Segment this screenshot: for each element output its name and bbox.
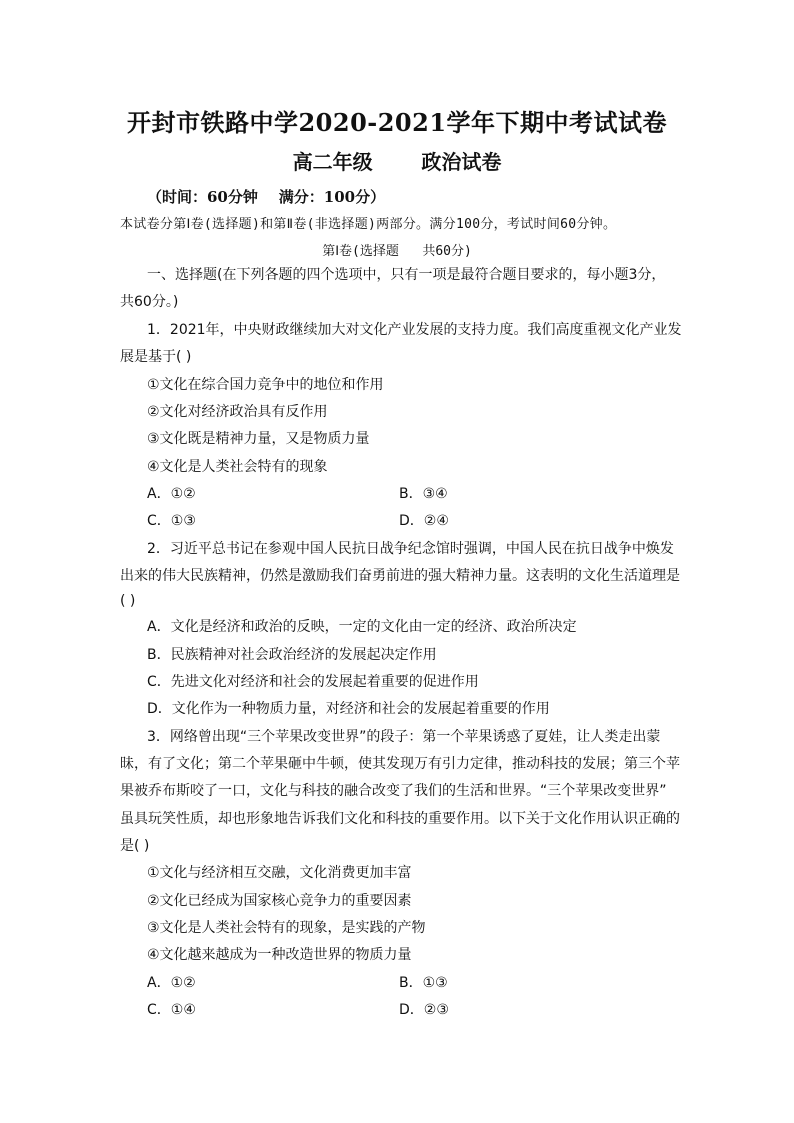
page-title: 开封市铁路中学2020-2021学年下期中考试试卷 [126,108,668,137]
q2-option-b: B．民族精神对社会政治经济的发展起决定作用 [147,647,437,663]
section-heading-cont: 共60分。) [120,294,179,310]
q3-stem-cont: 昧，有了文化；第二个苹果砸中牛顿，使其发现万有引力定律，推动科技的发展；第三个苹 [120,756,680,772]
q3-stem-cont: 虽具玩笑性质，却也形象地告诉我们文化和科技的重要作用。以下关于文化作用认识正确的 [120,811,680,827]
q3-item-2: ②文化已经成为国家核心竞争力的重要因素 [147,893,412,909]
q1-option-c: C．①③ [147,513,196,529]
part-title: 第Ⅰ卷(选择题 共60分) [322,244,472,259]
q1-item-3: ③文化既是精神力量，又是物质力量 [147,431,370,447]
q3-option-d: D．②③ [399,1002,449,1018]
q1-option-d: D．②④ [399,513,449,529]
q1-item-4: ④文化是人类社会特有的现象 [147,459,328,475]
q1-stem-cont: 展是基于( ) [120,349,192,365]
exam-note: 本试卷分第Ⅰ卷(选择题)和第Ⅱ卷(非选择题)两部分。满分100分，考试时间60分钟。 [120,217,617,232]
q2-option-c: C．先进文化对经济和社会的发展起着重要的促进作用 [147,674,479,690]
q1-option-a: A．①② [147,486,196,502]
q3-item-1: ①文化与经济相互交融，文化消费更加丰富 [147,865,412,881]
q3-option-a: A．①② [147,975,196,991]
q3-stem-cont: 是( ) [120,838,150,854]
q1-item-1: ①文化在综合国力竞争中的地位和作用 [147,377,384,393]
q2-stem: 2．习近平总书记在参观中国人民抗日战争纪念馆时强调，中国人民在抗日战争中焕发 [147,541,674,557]
q1-option-b: B．③④ [399,486,448,502]
page-subtitle: 高二年级 政治试卷 [292,150,502,174]
q2-stem-cont: 出来的伟大民族精神，仍然是激励我们奋勇前进的强大精神力量。这表明的文化生活道理是 [120,568,680,584]
q3-item-3: ③文化是人类社会特有的现象，是实践的产物 [147,920,426,936]
q3-item-4: ④文化越来越成为一种改造世界的物质力量 [147,947,412,963]
q3-option-b: B．①③ [399,975,448,991]
q2-stem-cont: ( ) [120,593,136,609]
time-info: （时间：60分钟 满分：100分） [147,188,386,206]
q1-item-2: ②文化对经济政治具有反作用 [147,404,328,420]
q1-stem: 1．2021年，中央财政继续加大对文化产业发展的支持力度。我们高度重视文化产业发 [147,322,682,338]
section-heading: 一、选择题(在下列各题的四个选项中，只有一项是最符合题目要求的，每小题3分， [147,267,666,283]
q3-option-c: C．①④ [147,1002,196,1018]
q3-stem: 3．网络曾出现“三个苹果改变世界”的段子：第一个苹果诱惑了夏娃，让人类走出蒙 [147,729,661,745]
q2-option-d: D．文化作为一种物质力量，对经济和社会的发展起着重要的作用 [147,701,550,717]
q2-option-a: A．文化是经济和政治的反映，一定的文化由一定的经济、政治所决定 [147,619,577,635]
q3-stem-cont: 果被乔布斯咬了一口，文化与科技的融合改变了我们的生活和世界。“三个苹果改变世界” [120,783,667,799]
